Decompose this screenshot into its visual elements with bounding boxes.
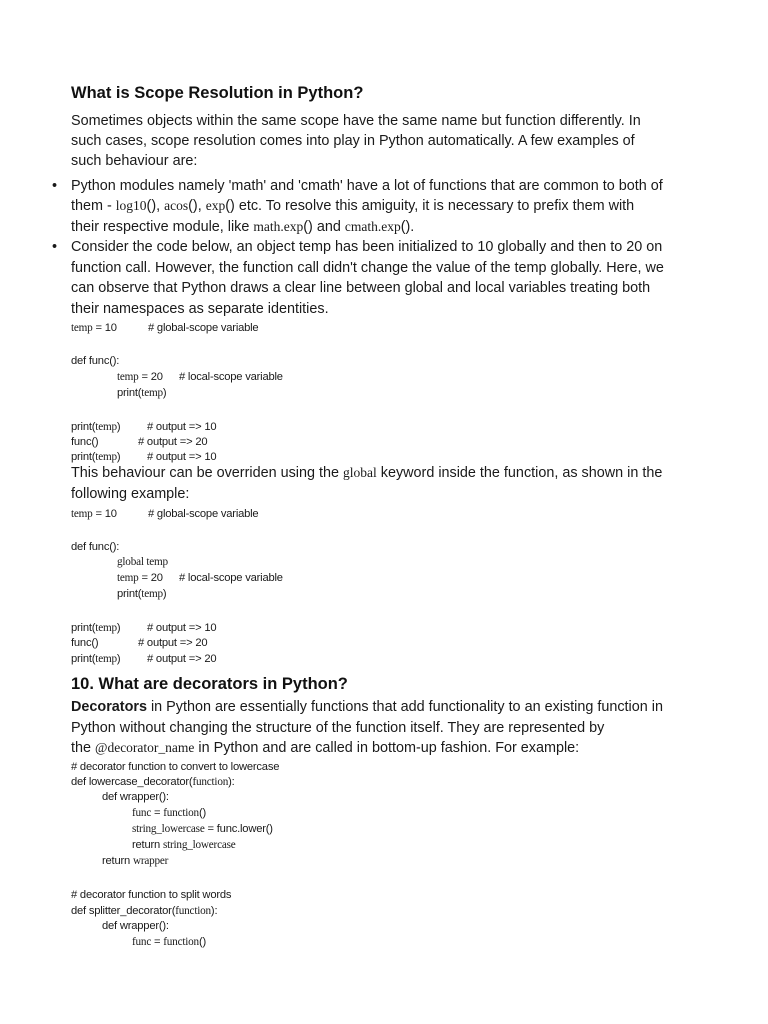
code-line: print(temp) xyxy=(71,622,121,634)
code-line: global temp xyxy=(117,556,168,568)
bullet2-line-2: function call. However, the function call didn't change the value of the temp globally. Here, we xyxy=(71,260,664,276)
code-comment: # global-scope variable xyxy=(148,508,259,520)
code-comment: # local-scope variable xyxy=(179,371,283,383)
bullet2-line-3: can observe that Python draws a clear line between global and local variables treating both xyxy=(71,280,651,296)
code-line: temp = 20 xyxy=(117,572,163,584)
inline-code: cmath.exp xyxy=(344,219,401,234)
code-comment: # output => 20 xyxy=(147,653,217,665)
code-line: func() xyxy=(71,436,99,448)
code-line: def lowercase_decorator(function): xyxy=(71,776,235,788)
decorators-line-1: Decorators in Python are essentially functions that add functionality to an existing function in xyxy=(71,699,663,715)
code-comment: # decorator function to split words xyxy=(71,889,232,901)
bold-term: Decorators xyxy=(71,699,147,715)
code-line: def wrapper(): xyxy=(102,791,169,803)
code-line: def func(): xyxy=(71,355,120,367)
code-line: print(temp) xyxy=(117,387,167,399)
code-comment: # global-scope variable xyxy=(148,322,259,334)
code-line: def splitter_decorator(function): xyxy=(71,905,218,917)
bullet2-line-4: their namespaces as separate identities. xyxy=(71,301,329,317)
behaviour-line-2: following example: xyxy=(71,486,190,502)
code-comment: # output => 20 xyxy=(138,436,208,448)
bullet-marker: • xyxy=(52,239,58,255)
bullet2-line-1: Consider the code below, an object temp has been initialized to 10 globally and then to 20 on xyxy=(71,239,663,255)
inline-code: @decorator_name xyxy=(95,740,195,755)
bullet-marker: • xyxy=(52,178,58,194)
inline-code: log10 xyxy=(115,198,147,213)
code-line: func() xyxy=(71,637,99,649)
inline-code: exp xyxy=(205,198,226,213)
code-line: temp = 20 xyxy=(117,371,163,383)
code-line: print(temp) xyxy=(71,451,121,463)
code-line: temp = 10 xyxy=(71,508,117,520)
code-line: temp = 10 xyxy=(71,322,117,334)
code-line: print(temp) xyxy=(71,421,121,433)
code-comment: # output => 20 xyxy=(138,637,208,649)
bullet1-line-3: their respective module, like math.exp() and cmath.exp(). xyxy=(71,219,415,235)
code-comment: # local-scope variable xyxy=(179,572,283,584)
code-line: def wrapper(): xyxy=(102,920,169,932)
section-heading-decorators: 10. What are decorators in Python? xyxy=(71,675,348,693)
code-line: print(temp) xyxy=(71,653,121,665)
code-comment: # decorator function to convert to lowercase xyxy=(71,761,280,773)
code-line: print(temp) xyxy=(117,588,167,600)
inline-code: global xyxy=(343,465,377,480)
inline-code: math.exp xyxy=(253,219,304,234)
behaviour-line-1: This behaviour can be overriden using the global keyword inside the function, as shown in the xyxy=(71,465,663,481)
code-comment: # output => 10 xyxy=(147,451,217,463)
inline-code: acos xyxy=(164,198,189,213)
code-line: def func(): xyxy=(71,541,120,553)
bullet1-line-1: Python modules namely 'math' and 'cmath' have a lot of functions that are common to both of xyxy=(71,178,663,194)
code-line: return string_lowercase xyxy=(132,839,236,851)
code-line: func = function() xyxy=(132,936,206,948)
bullet1-line-2: them - log10(), acos(), exp() etc. To resolve this amiguity, it is necessary to prefix them with xyxy=(71,198,635,214)
intro-line-1: Sometimes objects within the same scope have the same name but function differently. In xyxy=(71,113,641,129)
code-comment: # output => 10 xyxy=(147,622,217,634)
code-line: return wrapper xyxy=(102,855,169,867)
code-line: string_lowercase = func.lower() xyxy=(132,823,273,835)
section-heading-scope-resolution: What is Scope Resolution in Python? xyxy=(71,84,364,102)
intro-line-3: such behaviour are: xyxy=(71,153,198,169)
decorators-line-2: Python without changing the structure of the function itself. They are represented by xyxy=(71,720,605,736)
code-comment: # output => 10 xyxy=(147,421,217,433)
intro-line-2: such cases, scope resolution comes into play in Python automatically. A few examples of xyxy=(71,133,635,149)
code-line: func = function() xyxy=(132,807,206,819)
decorators-line-3: the @decorator_name in Python and are called in bottom-up fashion. For example: xyxy=(71,740,580,756)
